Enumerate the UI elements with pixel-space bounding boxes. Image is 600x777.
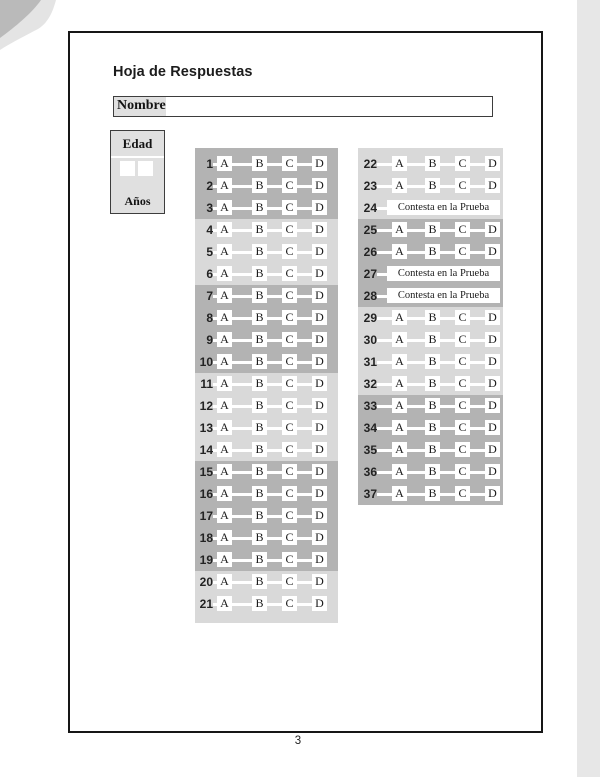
option-d[interactable]: D	[312, 552, 327, 567]
option-d[interactable]: D	[312, 178, 327, 193]
option-c[interactable]: C	[455, 354, 470, 369]
option-a[interactable]: A	[217, 222, 232, 237]
option-b[interactable]: B	[425, 244, 440, 259]
answer-row-32	[358, 373, 503, 395]
option-c[interactable]: C	[282, 354, 297, 369]
answer-row-10	[195, 351, 338, 373]
option-c[interactable]: C	[455, 156, 470, 171]
answer-row-12	[195, 395, 338, 417]
question-number: 25	[363, 223, 377, 237]
option-a[interactable]: A	[392, 222, 407, 237]
answer-in-test-note: Contesta en la Prueba	[387, 200, 500, 215]
option-d[interactable]: D	[485, 156, 500, 171]
option-b[interactable]: B	[425, 310, 440, 325]
option-b[interactable]: B	[252, 486, 267, 501]
option-b[interactable]: B	[252, 464, 267, 479]
option-a[interactable]: A	[392, 464, 407, 479]
answer-row-29	[358, 307, 503, 329]
option-d[interactable]: D	[312, 156, 327, 171]
option-c[interactable]: C	[455, 310, 470, 325]
question-number: 27	[363, 267, 377, 281]
option-c[interactable]: C	[455, 442, 470, 457]
option-b[interactable]: B	[252, 596, 267, 611]
option-b[interactable]: B	[425, 486, 440, 501]
answer-row-13	[195, 417, 338, 439]
option-d[interactable]: D	[485, 178, 500, 193]
answer-row-15	[195, 461, 338, 483]
question-number: 22	[363, 157, 377, 171]
question-number: 26	[363, 245, 377, 259]
option-d[interactable]: D	[485, 398, 500, 413]
option-b[interactable]: B	[425, 420, 440, 435]
answer-row-17	[195, 505, 338, 527]
option-a[interactable]: A	[217, 552, 232, 567]
option-b[interactable]: B	[252, 156, 267, 171]
option-d[interactable]: D	[312, 398, 327, 413]
question-number: 18	[199, 531, 213, 545]
option-b[interactable]: B	[425, 178, 440, 193]
question-number: 6	[206, 267, 213, 281]
option-b[interactable]: B	[252, 552, 267, 567]
answer-row-16	[195, 483, 338, 505]
option-b[interactable]: B	[252, 442, 267, 457]
answer-in-test-note: Contesta en la Prueba	[387, 288, 500, 303]
question-number: 20	[199, 575, 213, 589]
option-b[interactable]: B	[425, 442, 440, 457]
answer-row-9	[195, 329, 338, 351]
option-c[interactable]: C	[282, 200, 297, 215]
question-number: 15	[199, 465, 213, 479]
option-a[interactable]: A	[217, 288, 232, 303]
option-c[interactable]: C	[455, 376, 470, 391]
page-number: 3	[294, 735, 302, 747]
question-number: 3	[206, 201, 213, 215]
option-b[interactable]: B	[252, 376, 267, 391]
option-d[interactable]: D	[312, 486, 327, 501]
answer-row-6	[195, 263, 338, 285]
answer-row-2	[195, 175, 338, 197]
name-field-label: Nombre	[114, 97, 166, 116]
answer-row-34	[358, 417, 503, 439]
question-number: 31	[363, 355, 377, 369]
option-c[interactable]: C	[455, 178, 470, 193]
question-number: 5	[206, 245, 213, 259]
option-c[interactable]: C	[455, 398, 470, 413]
question-number: 13	[199, 421, 213, 435]
option-c[interactable]: C	[282, 156, 297, 171]
question-number: 29	[363, 311, 377, 325]
option-a[interactable]: A	[217, 200, 232, 215]
answer-row-18	[195, 527, 338, 549]
option-c[interactable]: C	[455, 420, 470, 435]
answer-row-5	[195, 241, 338, 263]
answer-row-26	[358, 241, 503, 263]
option-c[interactable]: C	[455, 332, 470, 347]
option-a[interactable]: A	[217, 464, 232, 479]
question-number: 28	[363, 289, 377, 303]
option-a[interactable]: A	[217, 376, 232, 391]
option-a[interactable]: A	[217, 486, 232, 501]
answer-row-27	[358, 263, 503, 285]
option-d[interactable]: D	[485, 244, 500, 259]
option-a[interactable]: A	[217, 244, 232, 259]
option-a[interactable]: A	[392, 310, 407, 325]
question-number: 16	[199, 487, 213, 501]
option-a[interactable]: A	[392, 398, 407, 413]
option-c[interactable]: C	[282, 464, 297, 479]
option-a[interactable]: A	[217, 574, 232, 589]
option-d[interactable]: D	[312, 376, 327, 391]
question-number: 12	[199, 399, 213, 413]
option-a[interactable]: A	[392, 420, 407, 435]
question-number: 14	[199, 443, 213, 457]
option-d[interactable]: D	[485, 464, 500, 479]
answer-row-30	[358, 329, 503, 351]
option-b[interactable]: B	[425, 156, 440, 171]
answer-row-25	[358, 219, 503, 241]
question-number: 11	[200, 377, 213, 391]
question-number: 32	[363, 377, 377, 391]
option-d[interactable]: D	[485, 332, 500, 347]
answer-row-3	[195, 197, 338, 219]
question-number: 34	[363, 421, 377, 435]
panel-filler	[195, 615, 338, 623]
option-b[interactable]: B	[252, 266, 267, 281]
option-a[interactable]: A	[392, 376, 407, 391]
answer-row-37	[358, 483, 503, 505]
option-c[interactable]: C	[282, 288, 297, 303]
question-number: 36	[363, 465, 377, 479]
name-field[interactable]	[113, 96, 493, 117]
question-number: 23	[363, 179, 377, 193]
option-b[interactable]: B	[252, 332, 267, 347]
answer-row-19	[195, 549, 338, 571]
answer-row-23	[358, 175, 503, 197]
question-number: 19	[199, 553, 213, 567]
option-a[interactable]: A	[392, 486, 407, 501]
question-number: 9	[206, 333, 213, 347]
option-a[interactable]: A	[217, 266, 232, 281]
option-a[interactable]: A	[217, 508, 232, 523]
option-d[interactable]: D	[312, 508, 327, 523]
age-digit-cell[interactable]	[138, 161, 153, 176]
option-a[interactable]: A	[392, 178, 407, 193]
option-a[interactable]: A	[392, 156, 407, 171]
answer-row-11	[195, 373, 338, 395]
question-number: 7	[206, 289, 213, 303]
option-c[interactable]: C	[455, 244, 470, 259]
option-b[interactable]: B	[425, 376, 440, 391]
question-number: 21	[199, 597, 213, 611]
option-d[interactable]: D	[312, 310, 327, 325]
age-box	[110, 130, 165, 214]
option-b[interactable]: B	[252, 178, 267, 193]
answer-row-14	[195, 439, 338, 461]
age-digit-cell[interactable]	[120, 161, 135, 176]
answer-row-21	[195, 593, 338, 615]
option-b[interactable]: B	[252, 222, 267, 237]
option-b[interactable]: B	[252, 354, 267, 369]
option-d[interactable]: D	[312, 464, 327, 479]
option-b[interactable]: B	[425, 398, 440, 413]
question-number: 17	[199, 509, 213, 523]
option-c[interactable]: C	[282, 530, 297, 545]
question-number: 24	[363, 201, 377, 215]
option-b[interactable]: B	[252, 310, 267, 325]
option-d[interactable]: D	[312, 244, 327, 259]
answer-row-35	[358, 439, 503, 461]
option-c[interactable]: C	[282, 332, 297, 347]
option-c[interactable]: C	[282, 486, 297, 501]
question-number: 37	[363, 487, 377, 501]
answer-row-31	[358, 351, 503, 373]
option-c[interactable]: C	[282, 442, 297, 457]
answer-sheet-page	[68, 31, 543, 733]
option-d[interactable]: D	[485, 442, 500, 457]
option-d[interactable]: D	[312, 442, 327, 457]
option-a[interactable]: A	[217, 332, 232, 347]
option-d[interactable]: D	[312, 332, 327, 347]
option-a[interactable]: A	[217, 596, 232, 611]
option-b[interactable]: B	[252, 200, 267, 215]
divider	[111, 156, 164, 158]
name-input[interactable]	[166, 97, 492, 116]
option-d[interactable]: D	[485, 486, 500, 501]
answer-row-33	[358, 395, 503, 417]
option-a[interactable]: A	[217, 178, 232, 193]
option-d[interactable]: D	[312, 420, 327, 435]
option-c[interactable]: C	[282, 310, 297, 325]
option-c[interactable]: C	[282, 222, 297, 237]
option-c[interactable]: C	[282, 552, 297, 567]
option-c[interactable]: C	[282, 508, 297, 523]
option-d[interactable]: D	[312, 530, 327, 545]
option-b[interactable]: B	[425, 354, 440, 369]
option-b[interactable]: B	[252, 420, 267, 435]
option-a[interactable]: A	[217, 398, 232, 413]
question-number: 1	[206, 157, 213, 171]
option-b[interactable]: B	[252, 530, 267, 545]
option-a[interactable]: A	[392, 332, 407, 347]
answer-row-22	[358, 153, 503, 175]
question-number: 33	[363, 399, 377, 413]
page-edge-strip	[577, 0, 600, 777]
answer-row-1	[195, 153, 338, 175]
option-d[interactable]: D	[312, 222, 327, 237]
answer-row-24	[358, 197, 503, 219]
option-b[interactable]: B	[252, 244, 267, 259]
option-b[interactable]: B	[252, 398, 267, 413]
option-a[interactable]: A	[217, 310, 232, 325]
option-c[interactable]: C	[282, 574, 297, 589]
answer-in-test-note: Contesta en la Prueba	[387, 266, 500, 281]
option-d[interactable]: D	[485, 420, 500, 435]
option-b[interactable]: B	[252, 574, 267, 589]
option-d[interactable]: D	[485, 310, 500, 325]
answer-panel-right	[358, 148, 503, 505]
option-c[interactable]: C	[455, 222, 470, 237]
age-unit-label: Años	[124, 194, 151, 208]
option-d[interactable]: D	[312, 354, 327, 369]
option-b[interactable]: B	[425, 464, 440, 479]
question-number: 30	[363, 333, 377, 347]
option-d[interactable]: D	[312, 200, 327, 215]
option-c[interactable]: C	[282, 244, 297, 259]
option-a[interactable]: A	[217, 156, 232, 171]
option-c[interactable]: C	[282, 398, 297, 413]
option-a[interactable]: A	[217, 530, 232, 545]
option-d[interactable]: D	[485, 376, 500, 391]
option-c[interactable]: C	[282, 420, 297, 435]
option-d[interactable]: D	[312, 596, 327, 611]
question-number: 8	[206, 311, 213, 325]
option-c[interactable]: C	[282, 178, 297, 193]
option-a[interactable]: A	[392, 244, 407, 259]
option-b[interactable]: B	[252, 288, 267, 303]
option-b[interactable]: B	[252, 508, 267, 523]
option-d[interactable]: D	[485, 222, 500, 237]
question-number: 35	[363, 443, 377, 457]
question-number: 10	[199, 355, 213, 369]
option-d[interactable]: D	[485, 354, 500, 369]
option-d[interactable]: D	[312, 288, 327, 303]
answer-panel-left	[195, 148, 338, 623]
age-box-title: Edad	[122, 136, 153, 151]
question-number: 4	[206, 223, 213, 237]
option-d[interactable]: D	[312, 266, 327, 281]
option-c[interactable]: C	[455, 486, 470, 501]
option-c[interactable]: C	[455, 464, 470, 479]
question-number: 2	[206, 179, 213, 193]
option-a[interactable]: A	[217, 354, 232, 369]
answer-row-4	[195, 219, 338, 241]
option-a[interactable]: A	[392, 354, 407, 369]
option-b[interactable]: B	[425, 222, 440, 237]
option-a[interactable]: A	[392, 442, 407, 457]
answer-row-36	[358, 461, 503, 483]
answer-row-28	[358, 285, 503, 307]
option-c[interactable]: C	[282, 596, 297, 611]
option-d[interactable]: D	[312, 574, 327, 589]
answer-row-8	[195, 307, 338, 329]
answer-row-20	[195, 571, 338, 593]
option-c[interactable]: C	[282, 266, 297, 281]
answer-row-7	[195, 285, 338, 307]
option-c[interactable]: C	[282, 376, 297, 391]
option-a[interactable]: A	[217, 420, 232, 435]
page-title: Hoja de Respuestas	[113, 64, 253, 80]
option-a[interactable]: A	[217, 442, 232, 457]
option-b[interactable]: B	[425, 332, 440, 347]
